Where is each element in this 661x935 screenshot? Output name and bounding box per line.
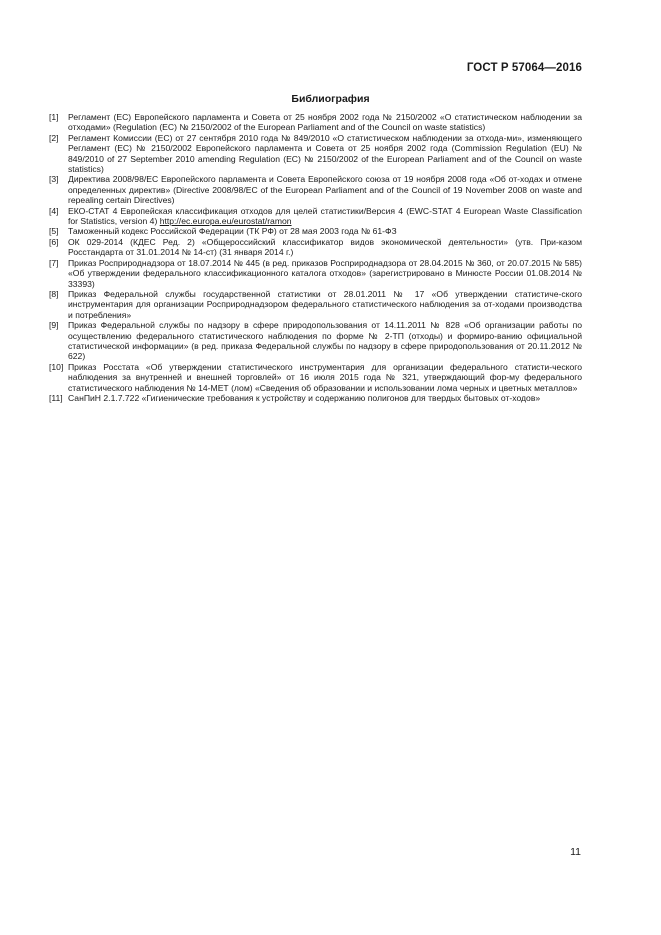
- bibliography-entry: [49, 226, 582, 236]
- entry-text: СанПиН 2.1.7.722 «Гигиенические требования к устройству и содержанию полигонов для твердых бытовых от-ходов»: [68, 392, 541, 403]
- entry-text: Директива 2008/98/ЕС Европейского парламента и Совета Европейского союза от 19 ноября 2008 года «Об от-ходах и отмене определенных директив» (Directive 2008/98/EC of the European Parliament and of the Council of 19 November 2008 on waste and repealing certain Directives): [68, 174, 582, 206]
- entry-text: Приказ Росстата «Об утверждении статистического инструментария для организации федерального статисти-ческого наблюдения за внутренней и внешней торговлей» от 16 июля 2015 года № 321, утверждающий фор-му федерального статистического наблюдения № 14-МЕТ (лом) «Сведения об образовании и использовании лома черных и цветных металлов»: [68, 361, 582, 393]
- bibliography-entry: [49, 362, 582, 393]
- entry-text: Приказ Федеральной службы государственной статистики от 28.01.2011 № 17 «Об утверждении статистиче-ского инструментария для организации Росприроднадзором федерального статистического наблюдения за от-ходами производства и потребления»: [68, 288, 582, 320]
- standard-code: ГОСТ Р 57064—2016: [466, 62, 582, 74]
- bibliography-title: Библиография: [291, 93, 370, 105]
- bibliography-entry: [49, 174, 582, 205]
- entry-number: [8]: [49, 288, 59, 299]
- entry-text: ОК 029-2014 (КДЕС Ред. 2) «Общероссийский классификатор видов экономической деятельности» (утв. При-казом Росстандарта от 31.01.2014 № 14-ст) (31 января 2014 г.): [68, 236, 582, 258]
- entry-number: [7]: [49, 257, 59, 268]
- entry-text: ЕКО-СТАТ 4 Европейская классификация отходов для целей статистики/Версия 4 (EWC-STAT 4 European Waste Classification for Statistics, version 4): [68, 205, 582, 227]
- bibliography-entry: [49, 320, 582, 362]
- entry-text: Регламент (ЕС) Европейского парламента и Совета от 25 ноября 2002 года № 2150/2002 «О статистическом наблюдении за отходами» (Regulation (EC) № 2150/2002 of the European Parliament and of the Council on waste statistics): [68, 112, 582, 133]
- bibliography-entry: [49, 237, 582, 258]
- bibliography-entry: [49, 289, 582, 320]
- bibliography-entry: [49, 258, 582, 289]
- entry-number: [5]: [49, 226, 59, 237]
- entry-text: Приказ Федеральной службы по надзору в сфере природопользования от 14.11.2011 № 828 «Об организации работы по осуществлению федерального статистического наблюдения по форме № 2-ТП (отходы) и формиро-ванию официальной статистической информации» (в ред. приказа Федеральной службы по надзору в сфере природопользования от 20.11.2012 № 622): [68, 320, 582, 362]
- bibliography-entry: [49, 206, 582, 227]
- entry-number: [3]: [49, 174, 59, 185]
- entry-number: [6]: [49, 236, 59, 247]
- bibliography-entry: [49, 112, 582, 133]
- entry-text: Таможенный кодекс Российской Федерации (ТК РФ) от 28 мая 2003 года № 61-ФЗ: [68, 226, 397, 237]
- bibliography-list: [49, 112, 582, 403]
- entry-number: [2]: [49, 132, 59, 143]
- bibliography-entry: [49, 393, 582, 403]
- entry-text: Регламент Комиссии (ЕС) от 27 сентября 2010 года № 849/2010 «О статистическом наблюдении за отхода-ми», изменяющего Регламент (ЕС) № 2150/2002 Европейского парламента и Совета от 25 ноября 2002 года (Commission Regulation (EU) № 849/2010 of 27 September 2010 amending Regulation (EC) № 2150/2002 of the European Parliament and of the Council on waste statistics): [68, 132, 582, 175]
- entry-text: Приказ Росприроднадзора от 18.07.2014 № 445 (в ред. приказов Росприроднадзора от 28.04.2015 № 360, от 20.07.2015 № 585) «Об утверждении федерального классификационного каталога отходов» (зарегистрировано в Минюсте России 01.08.2014 № 33393): [68, 257, 582, 289]
- eurostat-link[interactable]: http://ec.europa.eu/eurostat/ramon: [159, 216, 292, 227]
- page-number: 11: [570, 846, 581, 858]
- entry-number: [9]: [49, 320, 59, 331]
- bibliography-entry: [49, 133, 582, 175]
- entry-number: [11]: [49, 392, 63, 403]
- entry-text-container: [68, 206, 582, 227]
- entry-number: [1]: [49, 112, 59, 122]
- entry-number: [10]: [49, 361, 64, 372]
- entry-number: [4]: [49, 205, 59, 216]
